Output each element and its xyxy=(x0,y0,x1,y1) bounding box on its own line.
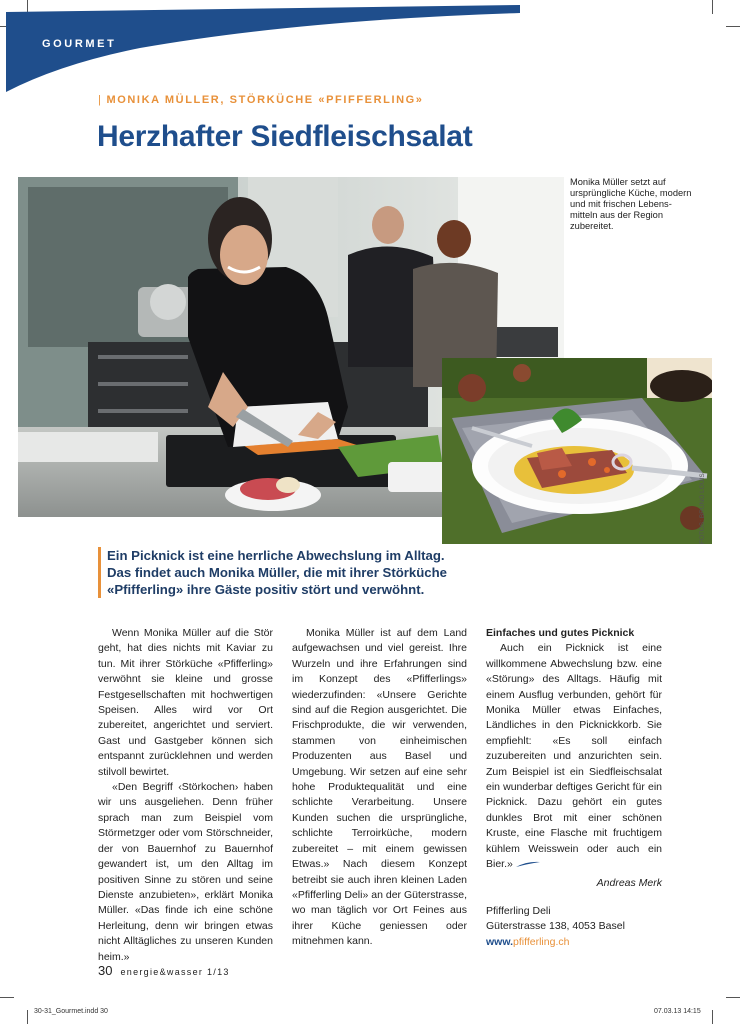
body-paragraph: Wenn Monika Müller auf die Stör geht, hat dies nichts mit Kaviar zu tun. Mit ihrer Störküche «Pfifferling» verwöhnt sie kleine und grosse Festgesellschaften mit hochwertigen Speisen. Alles wird vor Ort zubereitet, angerichtet und serviert. Gast und Gastgeber können sich entspannt zurücklehnen und werden stilvoll bewirtet. xyxy=(98,627,273,778)
lead-paragraph xyxy=(98,547,467,598)
body-paragraph: Monika Müller ist auf dem Land aufgewachsen und viel gereist. Ihre Wurzeln und ihre Erfahrungen sind im Konzept des «Pfifferlings» wiederzufinden: «Unsere Gerichte sind auf die Region ausgerichtet. Die Frischprodukte, die wir verwenden, stammen von einheimischen Produzenten aus Basel und Umgebung. Wir setzen auf eine sehr hohe Produktequalität und eine schlichte Verarbeitung. Unsere Kunden suchen die ursprüngliche, schlichte Terroirküche, modern zubereitet – mit einem gewissen Etwas.» Nach diesem Konzept betreibt sie auch ihren kleinen Laden «Pfifferling Deli» an der Güterstrasse, wo man täglich vor Ort Feines aus ihrer Küche geniessen oder mitnehmen kann. xyxy=(292,627,467,948)
article-column-2 xyxy=(292,626,467,950)
slug-left: 30-31_Gourmet.indd 30 xyxy=(34,1008,108,1015)
body-paragraph xyxy=(486,641,662,872)
page-folio xyxy=(98,963,230,978)
website-link[interactable] xyxy=(486,935,662,950)
body-paragraph: «Den Begriff ‹Störkochen› haben wir uns ausgeliehen. Denn früher sprach man zum Beispiel vom Störmetzger oder vom Störschneider, der von Bauernhof zu Bauernhof gewandert ist, um den Alltag im positiven Sinne zu stören und seine Dienste anzubieten», erklärt Monika Müller. «Das finde ich eine schöne Herleitung, denn wir bringen etwas nicht Alltägliches zu unseren Kunden heim.» xyxy=(98,781,273,963)
publication-name: energie&wasser 1/13 xyxy=(120,967,230,977)
web-domain: pfifferling.ch xyxy=(513,935,570,948)
crop-mark xyxy=(726,997,740,998)
section-label: GOURMET xyxy=(42,38,117,50)
plate-photo xyxy=(442,358,712,544)
slug-right: 07.03.13 14:15 xyxy=(654,1008,701,1015)
crop-mark xyxy=(27,1010,28,1024)
address-street: Güterstrasse 138, 4053 Basel xyxy=(486,920,625,933)
photo-credit-text: FOTOS: BRUNO LOUIS xyxy=(699,473,706,544)
address-name: Pfifferling Deli xyxy=(486,904,551,917)
end-mark-icon xyxy=(515,860,541,868)
body-text: Auch ein Picknick ist eine willkommene Abwechslung bzw. eine «Störung» des Alltags. Häufig mit einem Ausflug verbunden, gehört für Monika Müller etwas Einfaches, Ländliches in den Picknickkorb. Sie empfiehlt: «Es soll einfach zuzubereiten und anzurichten sein. Zum Beispiel ist ein Siedfleischsalat ein wunderbar deftiges Gericht für ein Picknick. Dazu gehört ein gutes dunkles Brot mit einer schönen Kruste, eine Flasche mit fruchtigem kühlem Weisswein oder auch ein Bier.» xyxy=(486,642,662,871)
crop-mark xyxy=(0,997,14,998)
article-column-1 xyxy=(98,626,273,965)
kicker-text: MONIKA MÜLLER, STÖRKÜCHE «PFIFFERLING» xyxy=(106,94,424,106)
author-name: Andreas Merk xyxy=(596,876,662,889)
page-number: 30 xyxy=(98,963,113,978)
crop-mark xyxy=(712,1010,713,1024)
kicker-bar: | xyxy=(98,94,103,106)
article-kicker xyxy=(98,94,424,106)
subheading: Einfaches und gutes Picknick xyxy=(486,627,635,639)
photo-credit xyxy=(697,470,711,544)
lead-text: Ein Picknick ist eine herrliche Abwechslung im Alltag. Das findet auch Monika Müller, die mit ihrer Störküche «Pfifferling» ihre Gäste positiv stört und verwöhnt. xyxy=(107,548,448,597)
web-prefix: www. xyxy=(486,935,514,948)
article-title: Herzhafter Siedfleischsalat xyxy=(97,120,473,153)
article-column-3 xyxy=(486,626,662,950)
header-banner xyxy=(0,0,740,100)
photo-caption: Monika Müller setzt auf ursprüngliche Küche, modern und mit frischen Lebens- mitteln aus der Region zubereitet. xyxy=(570,177,692,231)
